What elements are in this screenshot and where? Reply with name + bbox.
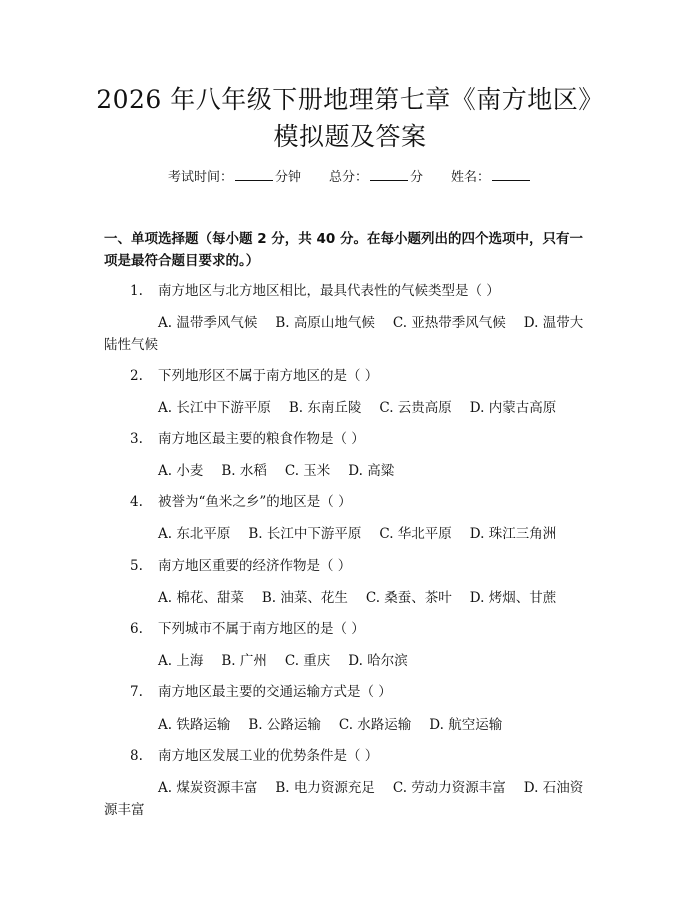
question-1	[104, 280, 596, 302]
question-8-options	[104, 777, 596, 821]
question-6-options	[104, 650, 596, 672]
option-b[interactable]: B. 广州	[221, 653, 267, 669]
question-2	[104, 365, 596, 387]
option-a[interactable]: A. 温带季风气候	[158, 315, 258, 331]
question-number: 5.	[130, 558, 143, 574]
option-d[interactable]: D. 哈尔滨	[348, 653, 408, 669]
option-b[interactable]: B. 电力资源充足	[275, 780, 375, 796]
question-1-options	[104, 312, 596, 356]
question-4	[104, 491, 596, 513]
option-a[interactable]: A. 东北平原	[158, 526, 231, 542]
time-blank[interactable]	[235, 168, 273, 181]
time-unit: 分钟	[274, 170, 301, 185]
question-7	[104, 681, 596, 703]
name-label: 姓名：	[451, 170, 491, 185]
option-b[interactable]: B. 高原山地气候	[275, 315, 375, 331]
question-3	[104, 428, 596, 450]
option-c[interactable]: C. 玉米	[284, 463, 331, 479]
option-c[interactable]: C. 云贵高原	[379, 400, 452, 416]
option-b[interactable]: B. 水稻	[221, 463, 267, 479]
question-number: 4.	[130, 494, 143, 510]
option-d[interactable]: D. 珠江三角洲	[469, 526, 557, 542]
question-text: 南方地区与北方地区相比，最具代表性的气候类型是（ ）	[158, 283, 500, 299]
option-d[interactable]: D. 温带大陆性气候	[104, 315, 584, 353]
question-7-options	[104, 714, 596, 736]
name-blank[interactable]	[492, 168, 530, 181]
option-b[interactable]: B. 长江中下游平原	[248, 526, 362, 542]
option-b[interactable]: B. 油菜、花生	[261, 590, 348, 606]
option-d[interactable]: D. 航空运输	[429, 717, 503, 733]
question-5-options	[104, 587, 596, 609]
exam-meta	[0, 168, 700, 188]
question-8	[104, 745, 596, 767]
score-label: 总分：	[328, 170, 368, 185]
question-number: 1.	[130, 283, 143, 299]
question-text: 南方地区重要的经济作物是（ ）	[158, 558, 352, 574]
question-text: 南方地区最主要的粮食作物是（ ）	[158, 431, 365, 447]
score-blank[interactable]	[370, 168, 408, 181]
question-6	[104, 618, 596, 640]
question-number: 2.	[130, 368, 143, 384]
question-2-options	[104, 397, 596, 419]
question-text: 下列城市不属于南方地区的是（ ）	[158, 621, 365, 637]
score-unit: 分	[410, 170, 424, 185]
option-d[interactable]: D. 烤烟、甘蔗	[469, 590, 557, 606]
option-d[interactable]: D. 石油资源丰富	[104, 780, 584, 818]
option-c[interactable]: C. 重庆	[284, 653, 331, 669]
option-a[interactable]: A. 棉花、甜菜	[158, 590, 244, 606]
option-d[interactable]: D. 内蒙古高原	[469, 400, 557, 416]
option-c[interactable]: C. 亚热带季风气候	[392, 315, 506, 331]
question-text: 南方地区最主要的交通运输方式是（ ）	[158, 684, 392, 700]
option-a[interactable]: A. 煤炭资源丰富	[158, 780, 258, 796]
time-label: 考试时间：	[167, 170, 233, 185]
question-5	[104, 555, 596, 577]
option-c[interactable]: C. 桑蚕、茶叶	[365, 590, 452, 606]
page-title-line2: 模拟题及答案	[273, 122, 427, 151]
option-a[interactable]: A. 上海	[158, 653, 204, 669]
question-3-options	[104, 460, 596, 482]
question-text: 南方地区发展工业的优势条件是（ ）	[158, 748, 379, 764]
question-number: 7.	[130, 684, 143, 700]
question-number: 8.	[130, 748, 143, 764]
option-d[interactable]: D. 高粱	[348, 463, 395, 479]
option-a[interactable]: A. 铁路运输	[158, 717, 231, 733]
option-b[interactable]: B. 东南丘陵	[288, 400, 362, 416]
page-title-line1: 2026 年八年级下册地理第七章《南方地区》	[96, 85, 604, 114]
option-c[interactable]: C. 劳动力资源丰富	[392, 780, 506, 796]
section-heading: 一、单项选择题（每小题 2 分，共 40 分。在每小题列出的四个选项中，只有一项是最符合题目要求的。）	[104, 231, 583, 269]
question-4-options	[104, 523, 596, 545]
option-b[interactable]: B. 公路运输	[248, 717, 321, 733]
option-c[interactable]: C. 华北平原	[379, 526, 452, 542]
option-a[interactable]: A. 长江中下游平原	[158, 400, 271, 416]
question-number: 3.	[130, 431, 143, 447]
question-text: 下列地形区不属于南方地区的是（ ）	[158, 368, 379, 384]
question-number: 6.	[130, 621, 143, 637]
option-c[interactable]: C. 水路运输	[338, 717, 412, 733]
option-a[interactable]: A. 小麦	[158, 463, 204, 479]
question-text: 被誉为“鱼米之乡”的地区是（ ）	[158, 494, 352, 510]
